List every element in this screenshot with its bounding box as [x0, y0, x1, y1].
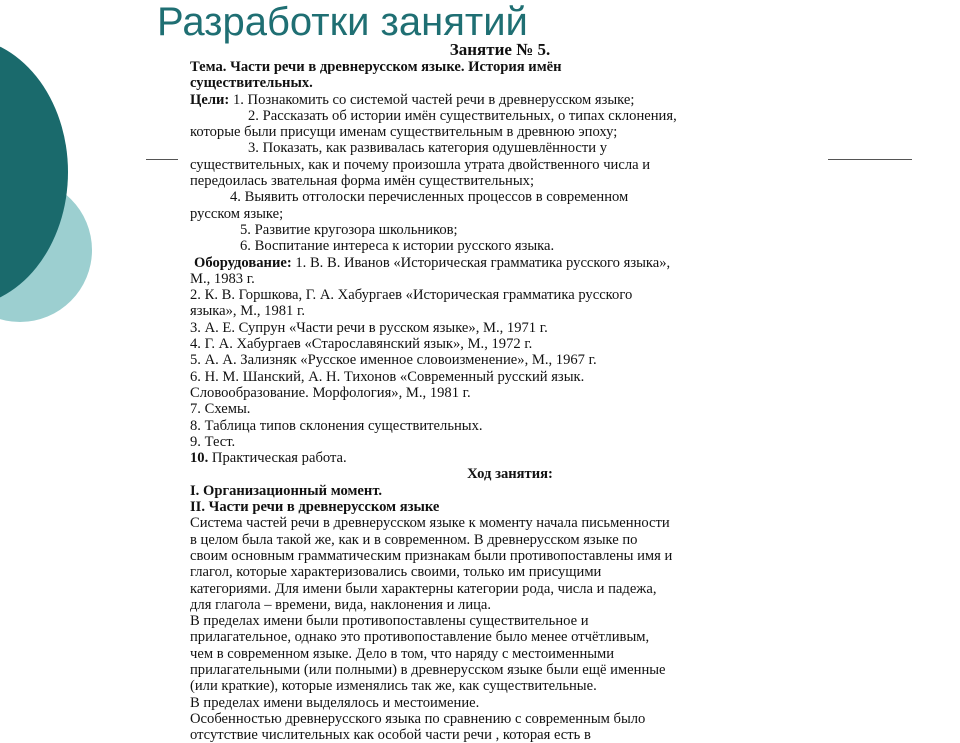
equipment-9: 9. Тест.: [190, 433, 236, 450]
lesson-document: [190, 40, 830, 743]
body-line: категориями. Для имени были характерны категории рода, числа и падежа,: [190, 580, 657, 597]
body-line: В пределах имени выделялось и местоимение.: [190, 694, 480, 711]
decor-dark-circle: [0, 37, 68, 307]
body-line: (или краткие), которые изменялись так же, как существительные.: [190, 678, 597, 695]
equipment-line-1: [190, 255, 830, 271]
goal-4-line-2: русском языке;: [190, 205, 284, 222]
equipment-10: [190, 450, 830, 466]
body-line: прилагательными (или полными) в древнерусском языке были ещё именные: [190, 661, 666, 678]
equipment-label: Оборудование:: [194, 254, 292, 271]
goal-3-line-3: передоилась звательная форма имён существительных;: [190, 173, 534, 190]
equipment-6-line-1: 6. Н. М. Шанский, А. Н. Тихонов «Современный русский язык.: [190, 368, 585, 385]
equipment-2-line-1: 2. К. В. Горшкова, Г. А. Хабургаев «Историческая грамматика русского: [190, 287, 633, 304]
body-line: чем в современном языке. Дело в том, что наряду с местоименными: [190, 645, 615, 662]
body-line: Особенностью древнерусского языка по сравнению с современным было: [190, 710, 646, 727]
part-1-heading: I. Организационный момент.: [190, 482, 383, 499]
goal-2-line-1: 2. Рассказать об истории имён существительных, о типах склонения,: [248, 107, 677, 124]
progress-heading: Ход занятия:: [467, 466, 553, 483]
goal-2-line-2: которые были присущи именам существительным в древнюю эпоху;: [190, 124, 618, 141]
divider-left: [146, 159, 178, 160]
goal-6: 6. Воспитание интереса к истории русского языка.: [240, 238, 555, 255]
goals-label: Цели:: [190, 91, 230, 108]
equipment-10-text: Практическая работа.: [211, 450, 347, 467]
goal-1: 1. Познакомить со системой частей речи в древнерусском языке;: [232, 91, 635, 108]
goal-4-line-1: 4. Выявить отголоски перечисленных процессов в современном: [230, 189, 629, 206]
topic-text: Части речи в древнерусском языке. История имён: [230, 59, 562, 75]
equipment-2-line-2: языка», М., 1981 г.: [190, 303, 305, 320]
part-2-heading: II. Части речи в древнерусском языке: [190, 499, 440, 516]
body-line: глагол, которые характеризовались своими, только им присущими: [190, 564, 602, 581]
equipment-4: 4. Г. А. Хабургаев «Старославянский язык», М., 1972 г.: [190, 336, 533, 353]
goal-3-line-2: существительных, как и почему произошла утрата двойственного числа и: [190, 156, 651, 173]
goal-line-1: [190, 92, 830, 108]
body-line: своим основным грамматическим признакам были противопоставлены имя и: [190, 547, 673, 564]
equipment-1-line-2: М., 1983 г.: [190, 270, 255, 287]
body-line: В пределах имени были противопоставлены существительное и: [190, 613, 589, 630]
lesson-heading: Занятие № 5.: [449, 40, 551, 59]
topic-line: [190, 59, 830, 75]
equipment-10-number: 10.: [190, 450, 209, 467]
body-line: Система частей речи в древнерусском языке к моменту начала письменности: [190, 515, 670, 532]
equipment-8: 8. Таблица типов склонения существительных.: [190, 417, 483, 434]
body-line: отсутствие числительных как особой части речи , которая есть в: [190, 727, 591, 743]
equipment-1: 1. В. В. Иванов «Историческая грамматика русского языка»,: [295, 254, 671, 271]
equipment-3: 3. А. Е. Супрун «Части речи в русском языке», М., 1971 г.: [190, 319, 548, 336]
topic-label: Тема.: [190, 59, 227, 75]
body-line: в целом была такой же, как и в современном. В древнерусском языке по: [190, 531, 638, 548]
equipment-6-line-2: Словообразование. Морфология», М., 1981 г.: [190, 384, 471, 401]
body-line: для глагола – времени, вида, наклонения и лица.: [190, 596, 492, 613]
body-line: прилагательное, однако это противопоставление было менее отчётливым,: [190, 629, 650, 646]
slide-title: Разработки занятий: [157, 0, 528, 44]
topic-line-2: существительных.: [190, 75, 313, 92]
divider-right: [828, 159, 912, 160]
decor-light-circle: [0, 178, 92, 322]
equipment-5: 5. А. А. Зализняк «Русское именное словоизменение», М., 1967 г.: [190, 352, 597, 369]
goal-3-line-1: 3. Показать, как развивалась категория одушевлённости у: [248, 140, 608, 157]
goal-5: 5. Развитие кругозора школьников;: [240, 221, 458, 238]
equipment-7: 7. Схемы.: [190, 401, 251, 418]
